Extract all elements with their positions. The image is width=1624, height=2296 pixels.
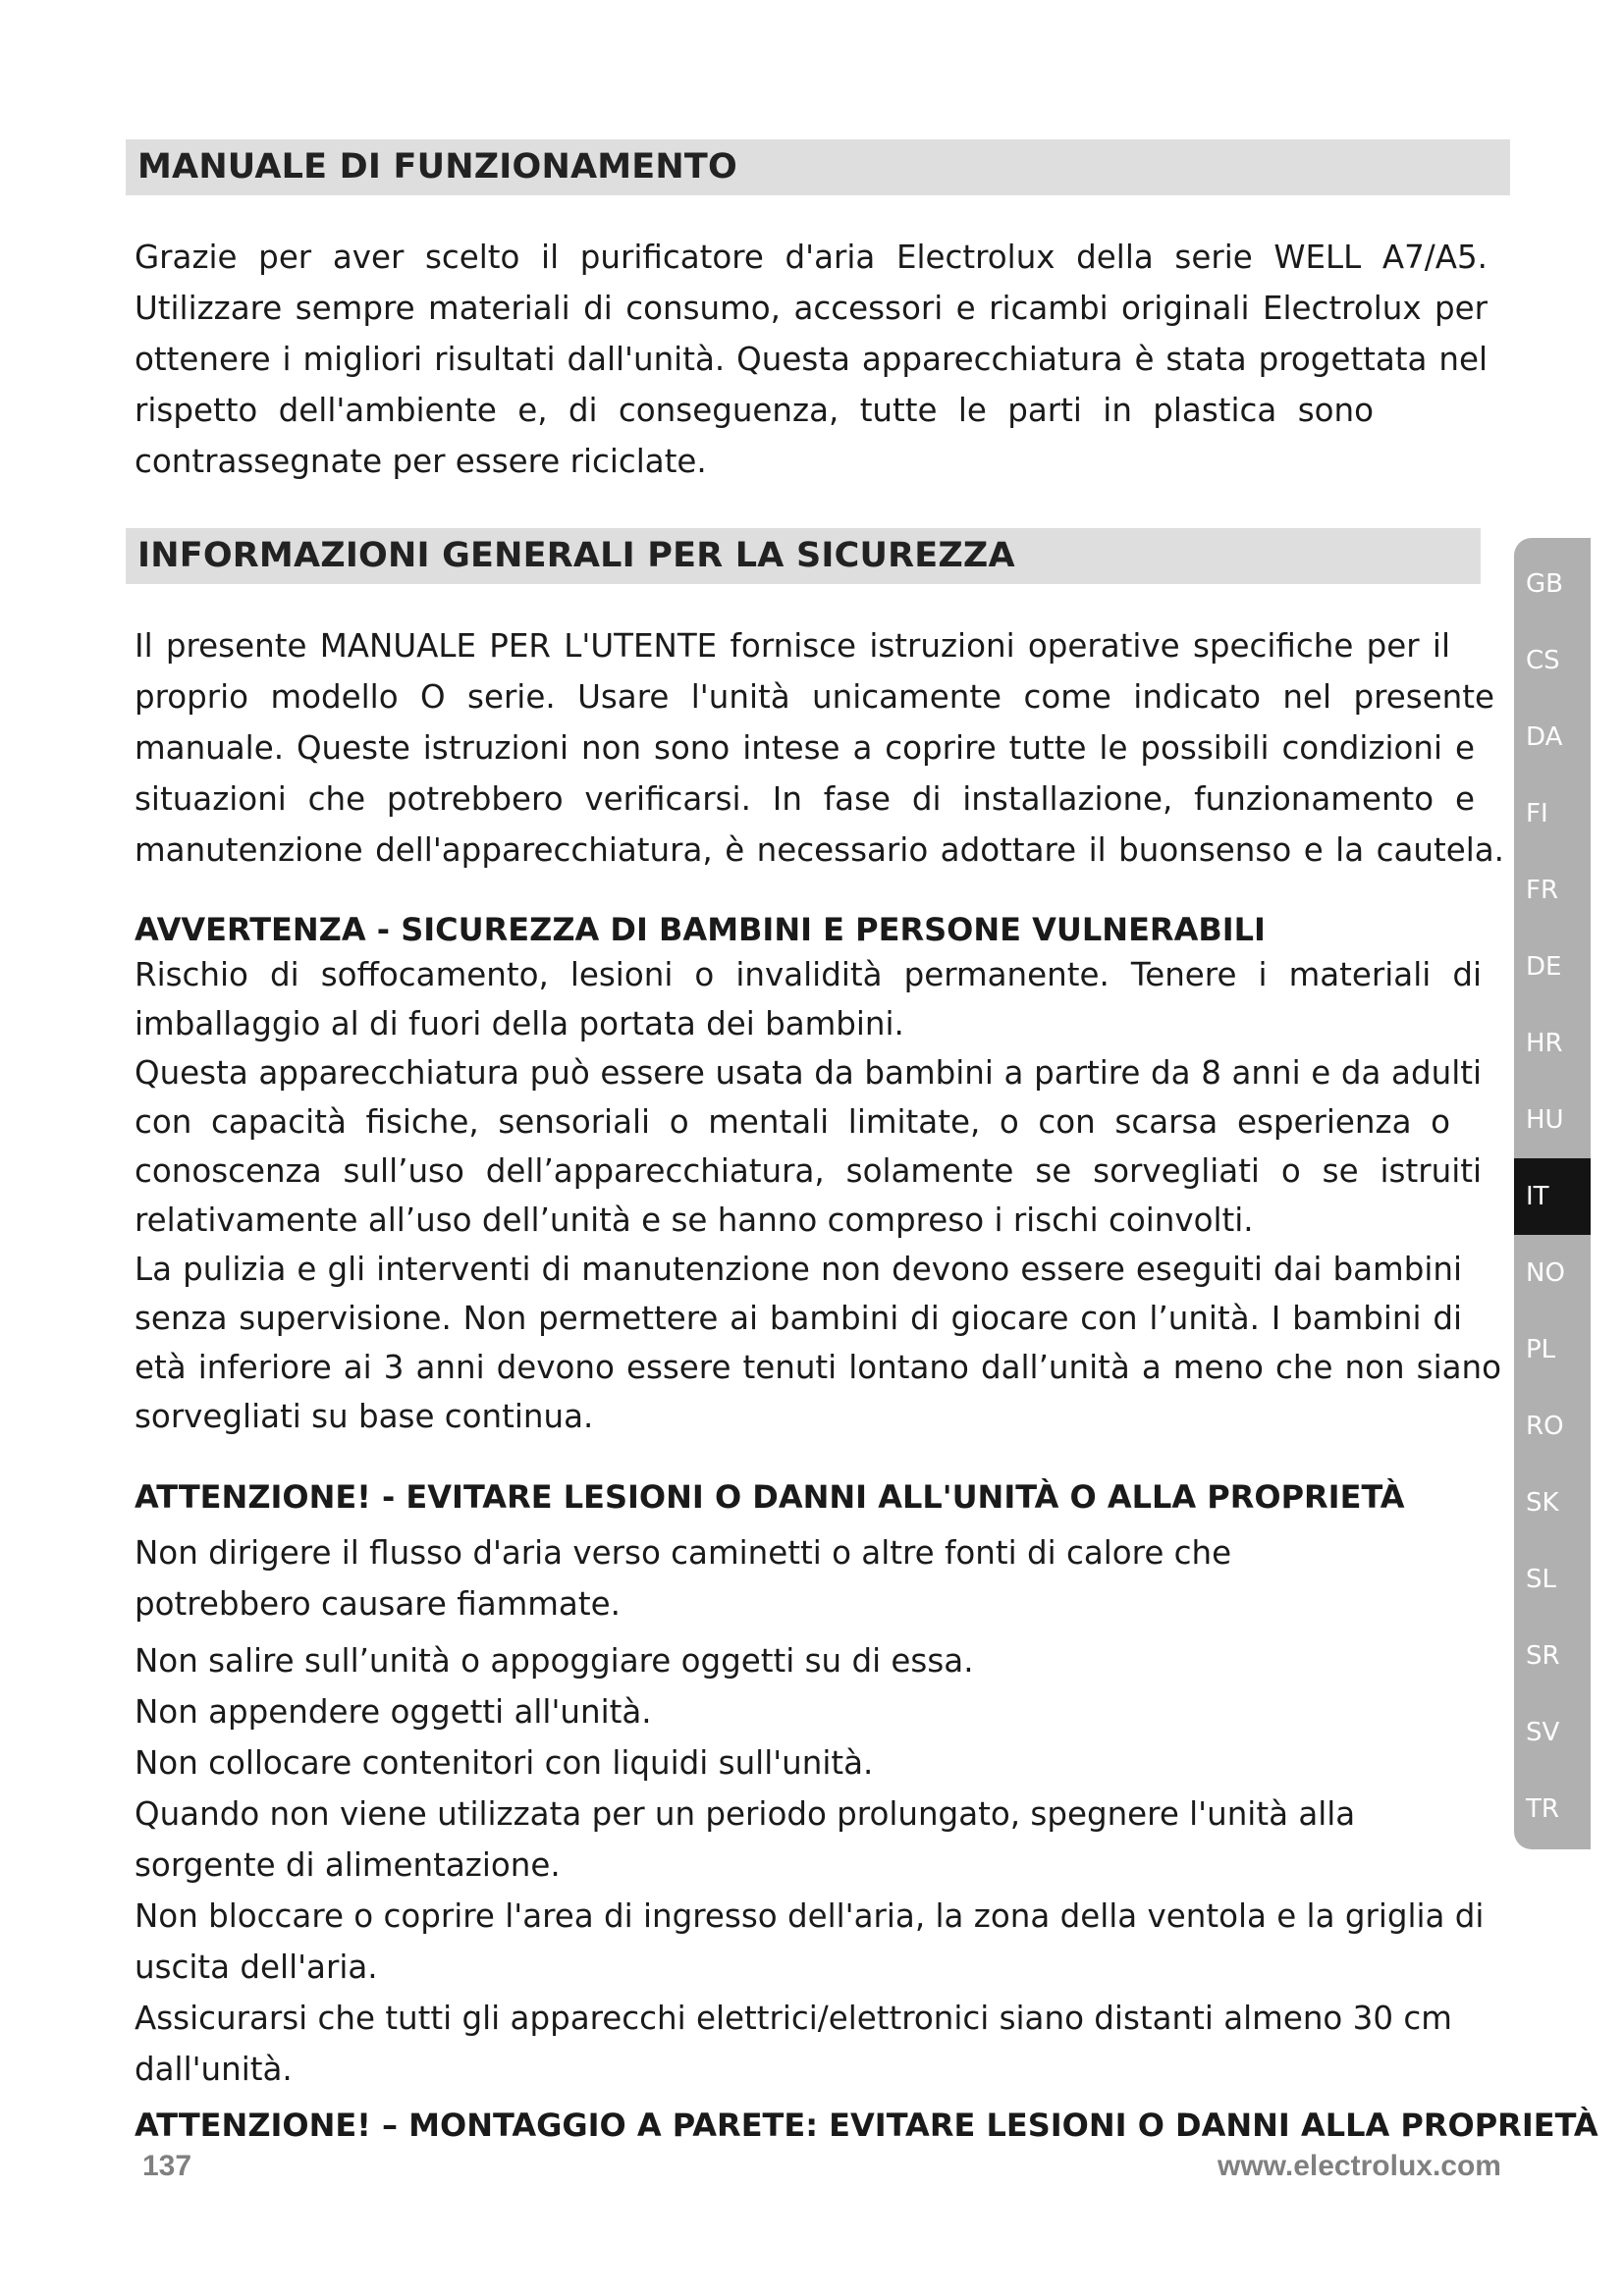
text-line: conoscenza sull’uso dell’apparecchiatura, solamente se sorvegliati o se istruiti — [135, 1152, 1482, 1190]
language-tab-ro[interactable]: RO — [1526, 1412, 1564, 1441]
text-line: proprio modello O serie. Usare l'unità unicamente come indicato nel presente — [135, 678, 1494, 716]
language-tab-fi[interactable]: FI — [1526, 799, 1548, 828]
text-line: Non appendere oggetti all'unità. — [135, 1693, 652, 1731]
text-line: sorgente di alimentazione. — [135, 1846, 561, 1884]
text-line: Non salire sull’unità o appoggiare oggetti su di essa. — [135, 1642, 974, 1680]
text-line: Quando non viene utilizzata per un periodo prolungato, spegnere l'unità alla — [135, 1795, 1356, 1833]
text-line: manuale. Queste istruzioni non sono intese a coprire tutte le possibili condizioni e — [135, 729, 1475, 767]
language-tab-hu[interactable]: HU — [1526, 1105, 1564, 1135]
caution-damage-heading: ATTENZIONE! - EVITARE LESIONI O DANNI ALL'UNITÀ O ALLA PROPRIETÀ — [135, 1478, 1405, 1516]
safety-paragraph — [135, 620, 1504, 876]
caution-wall-heading: ATTENZIONE! – MONTAGGIO A PARETE: EVITARE LESIONI O DANNI ALLA PROPRIETÀ — [135, 2107, 1598, 2144]
text-line: Il presente MANUALE PER L'UTENTE fornisce istruzioni operative specifiche per il — [135, 627, 1450, 665]
text-line: Utilizzare sempre materiali di consumo, accessori e ricambi originali Electrolux per — [135, 290, 1488, 327]
text-line: Non bloccare o coprire l'area di ingresso dell'aria, la zona della ventola e la griglia di — [135, 1897, 1485, 1935]
language-tab-sr[interactable]: SR — [1526, 1641, 1560, 1671]
text-line: sorvegliati su base continua. — [135, 1398, 594, 1435]
text-line: rispetto dell'ambiente e, di conseguenza, tutte le parti in plastica sono — [135, 392, 1374, 429]
text-line: Non dirigere il flusso d'aria verso caminetti o altre fonti di calore che — [135, 1534, 1232, 1572]
language-tab-pl[interactable]: PL — [1526, 1335, 1556, 1364]
text-line: imballaggio al di fuori della portata dei bambini. — [135, 1005, 904, 1042]
operation-paragraph — [135, 232, 1488, 487]
language-tab-no[interactable]: NO — [1526, 1258, 1565, 1288]
text-line: Rischio di soffocamento, lesioni o invalidità permanente. Tenere i materiali di — [135, 956, 1482, 993]
warning-children-heading: AVVERTENZA - SICUREZZA DI BAMBINI E PERSONE VULNERABILI — [135, 911, 1266, 948]
text-line: età inferiore ai 3 anni devono essere tenuti lontano dall’unità a meno che non siano — [135, 1349, 1501, 1386]
text-line: contrassegnate per essere riciclate. — [135, 443, 707, 480]
language-tab-it-active[interactable]: IT — [1514, 1158, 1591, 1235]
text-line: Assicurarsi che tutti gli apparecchi elettrici/elettronici siano distanti almeno 30 cm — [135, 2000, 1452, 2037]
text-line: relativamente all’uso dell’unità e se hanno compreso i rischi coinvolti. — [135, 1201, 1254, 1239]
warning-children-paragraph — [135, 950, 1501, 1441]
text-line: manutenzione dell'apparecchiatura, è necessario adottare il buonsenso e la cautela. — [135, 831, 1504, 869]
language-tab-cs[interactable]: CS — [1526, 646, 1560, 675]
caution-damage-paragraph — [135, 1527, 1509, 2095]
language-tab-da[interactable]: DA — [1526, 722, 1563, 752]
section-heading-safety: INFORMAZIONI GENERALI PER LA SICUREZZA — [126, 528, 1481, 584]
page-number: 137 — [142, 2150, 192, 2182]
text-line: situazioni che potrebbero verificarsi. In fase di installazione, funzionamento e — [135, 780, 1475, 818]
language-tab-sl[interactable]: SL — [1526, 1565, 1556, 1594]
text-line: Questa apparecchiatura può essere usata da bambini a partire da 8 anni e da adulti — [135, 1054, 1482, 1092]
language-tab-tr[interactable]: TR — [1526, 1794, 1559, 1824]
language-tab-sv[interactable]: SV — [1526, 1718, 1560, 1747]
text-line: La pulizia e gli interventi di manutenzione non devono essere eseguiti dai bambini — [135, 1251, 1462, 1288]
section-heading-operation: MANUALE DI FUNZIONAMENTO — [126, 139, 1510, 195]
language-tab-gb[interactable]: GB — [1526, 569, 1563, 599]
text-line: potrebbero causare fiammate. — [135, 1585, 621, 1623]
text-line: Grazie per aver scelto il purificatore d'aria Electrolux della serie WELL A7/A5. — [135, 239, 1488, 276]
footer-url[interactable]: www.electrolux.com — [1218, 2150, 1501, 2182]
text-line: Non collocare contenitori con liquidi sull'unità. — [135, 1744, 874, 1782]
text-line: dall'unità. — [135, 2051, 293, 2088]
language-tab-hr[interactable]: HR — [1526, 1029, 1563, 1058]
language-tab-fr[interactable]: FR — [1526, 876, 1559, 905]
language-tab-de[interactable]: DE — [1526, 952, 1562, 982]
language-tab-sk[interactable]: SK — [1526, 1488, 1559, 1518]
text-line: ottenere i migliori risultati dall'unità. Questa apparecchiatura è stata progettata nel — [135, 341, 1488, 378]
text-line: senza supervisione. Non permettere ai bambini di giocare con l’unità. I bambini di — [135, 1300, 1462, 1337]
language-tab-strip — [1514, 538, 1591, 1849]
text-line: con capacità fisiche, sensoriali o mentali limitate, o con scarsa esperienza o — [135, 1103, 1450, 1141]
text-line: uscita dell'aria. — [135, 1949, 378, 1986]
